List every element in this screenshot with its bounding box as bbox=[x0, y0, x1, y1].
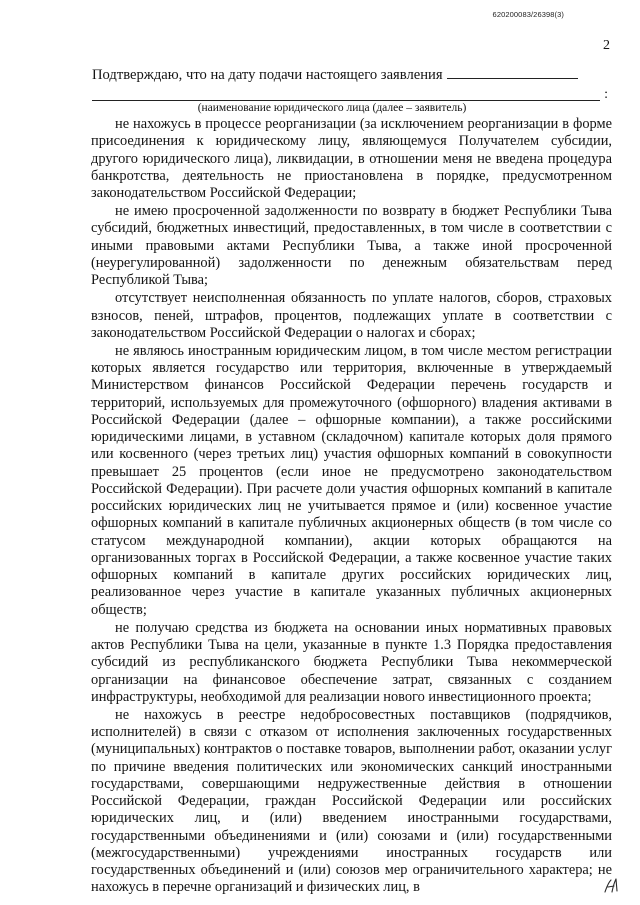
paragraph-offshore: не являюсь иностранным юридическим лицом, в том числе местом регистрации которых является государство или территория, включенные в утверждаемый Министерством финансов Российской Федерации перечень государств и территорий, используемых для промежуточного (офшорного) владения активами в Российской Федерации (далее – офшорные компании), а также российскими юридическими лицами, в уставном (складочном) капитале которых доля прямого или косвенного (через третьих лиц) участия офшорных компаний в совокупности превышает 25 процентов (если иное не предусмотрено законодательством Российской Федерации). При расчете доли участия офшорных компаний в капитале российских юридических лиц не учитывается прямое и (или) косвенное участие офшорных компаний в капитале публичных акционерных обществ (в том числе со статусом международной компании), акции которых обращаются на организованных торгах в Российской Федерации, а также косвенное участие таких офшорных компаний в капитале других российских юридических лиц, реализованное через участие в капитале указанных публичных акционерных обществ; bbox=[91, 342, 612, 618]
initials-signature bbox=[602, 877, 622, 895]
document-code: 620200083/26398(3) bbox=[492, 10, 564, 19]
paragraph-unfair-suppliers: не нахожусь в реестре недобросовестных поставщиков (подрядчиков, исполнителей) в связи с отказом от исполнения заключенных государственных (муниципальных) контрактов о поставке товаров, выполнении работ, оказании услуг по причине введения политических или экономических санкций иностранными государствами, совершающими недружественные действия в отношении Российской Федерации, граждан Российской Федерации или российских юридических лиц, и (или) введением иностранными государствами, государственными объединениями и (или) союзами и (или) государственными (межгосударственными) учреждениями иностранных государств или государственных объединений и (или) союзов мер ограничительного характера; не нахожусь в перечне организаций и физических лиц, в bbox=[91, 706, 612, 896]
paragraph-other-funds: не получаю средства из бюджета на основании иных нормативных правовых актов Республики Тыва на цели, указанные в пункте 1.3 Порядка предоставления субсидий из республиканского бюджета Республики Тыва некоммерческой организации на финансовое обеспечение затрат, связанных с созданием инфраструктуры, необходимой для реализации нового инвестиционного проекта; bbox=[91, 619, 612, 705]
applicant-caption: (наименование юридического лица (далее – заявитель) bbox=[197, 102, 467, 114]
paragraph-tax-obligations: отсутствует неисполненная обязанность по уплате налогов, сборов, страховых взносов, пеней, штрафов, процентов, подлежащих уплате в соответствии с законодательством Российской Федерации о налогах и сборах; bbox=[91, 290, 612, 341]
paragraph-reorganization: не нахожусь в процессе реорганизации (за исключением реорганизации в форме присоединения к юридическому лицу, являющемуся Получателем субсидии, другого юридического лица), ликвидации, в отношении меня не введена процедура банкротства, деятельность не приостановлена в порядке, предусмотренном законодательством Российской Федерации; bbox=[91, 116, 612, 201]
applicant-name-line bbox=[92, 87, 608, 102]
confirmation-body bbox=[91, 116, 612, 898]
paragraph-budget-debt: не имею просроченной задолженности по возврату в бюджет Республики Тыва субсидий, бюджетных инвестиций, предоставленных, в том числе в соответствии с иными правовыми актами Республики Тыва, а также иной просроченной (неурегулированной) задолженности по денежным обязательствам перед Республикой Тыва; bbox=[91, 203, 612, 289]
applicant-name-blank bbox=[447, 66, 578, 79]
page-number: 2 bbox=[603, 38, 610, 53]
line-end-colon: : bbox=[604, 87, 608, 102]
intro-line bbox=[92, 66, 604, 85]
intro-text: Подтверждаю, что на дату подачи настоящего заявления bbox=[92, 67, 443, 83]
